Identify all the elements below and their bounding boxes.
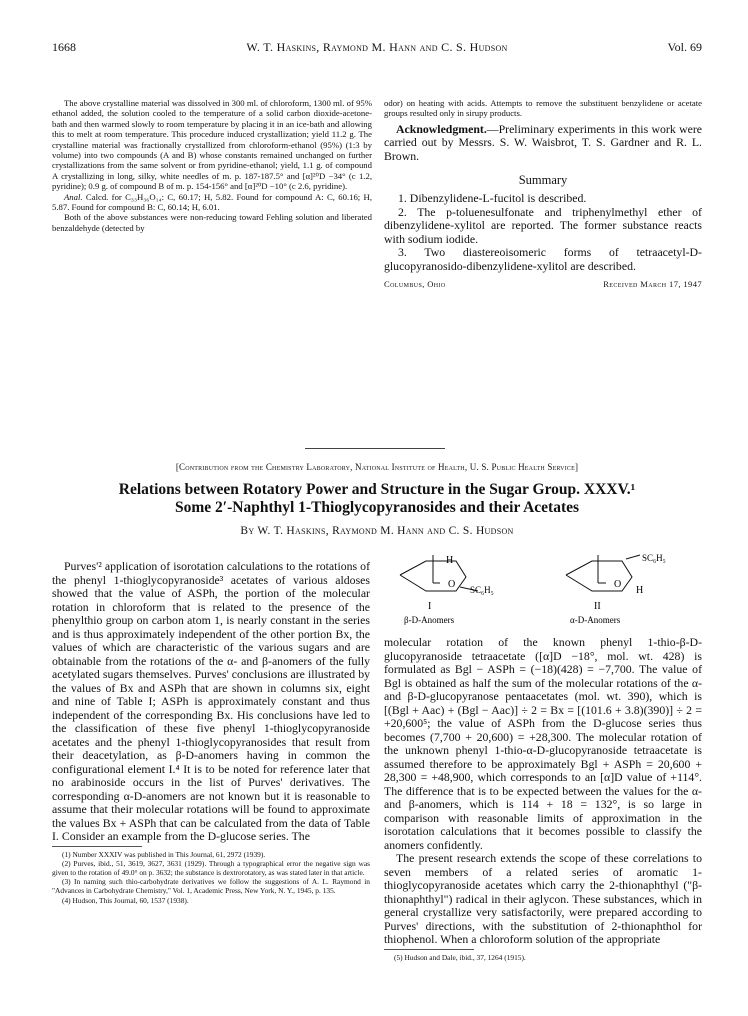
analysis-label: Anal.: [64, 191, 83, 202]
byline: By W. T. Haskins, Raymond M. Hann and C. S. Hudson: [240, 525, 514, 537]
structure-I: [400, 555, 478, 591]
prev-article-right-column: [384, 98, 702, 289]
footnote-1: (1) Number XXXIV was published in This Journal, 61, 2972 (1939).: [62, 849, 266, 859]
footnotes-right: [384, 953, 702, 962]
struct2-numeral: II: [594, 601, 601, 612]
summary-heading: Summary: [518, 173, 568, 188]
structure-diagrams: [378, 553, 702, 633]
location: Columbus, Ohio: [384, 279, 446, 290]
fehling-paragraph: Both of the above substances were non-reducing toward Fehling solution and liberated benzaldehyde (detected by: [52, 212, 372, 233]
contribution-line: [Contribution from the Chemistry Laboratory, National Institute of Health, U. S. Public Health Service]: [175, 462, 579, 472]
prev-article-left-column: [52, 98, 372, 233]
struct1-sc6h5: SC₆H₅: [470, 585, 494, 595]
footnote-rule-right: [384, 949, 474, 950]
present-research-paragraph: The present research extends the scope of these correlations to seven members of a related series of aromatic 1-thioglycopyranoside acetates which carry the 2-thionaphthyl ("β-thionaphthyl") radical in their aglycon. These substances, which in general crystallize very satisfactorily, were prepared according to Purves' directions, with the substitution of 2-thionaphthol for thiophenol. When a chloroform solution of the appropriate: [384, 851, 702, 946]
summary-item-1: 1. Dibenzylidene-L-fucitol is described.: [398, 191, 587, 206]
page-number: 1668: [52, 40, 76, 54]
footnote-5: (5) Hudson and Dale, ibid., 37, 1264 (1915).: [394, 952, 526, 962]
struct1-h: H: [446, 555, 454, 566]
acknowledgment-heading: Acknowledgment.: [396, 121, 487, 136]
footnote-2: (2) Purves, ibid., 51, 3619, 3627, 3631 (1929). Through a typographical error the negative sign was given to the rotation of 49.0° on p. 3632; the substance is dextrorotatory, as was stated later in that article.: [52, 858, 370, 877]
struct2-o: O: [614, 579, 622, 590]
signature-line: [384, 279, 702, 289]
acknowledgment-text: —Preliminary experiments in this work were carried out by Messrs. S. W. Waisbrot, T. S. Gardner and R. L. Brown.: [384, 121, 702, 163]
section-divider: [305, 448, 445, 449]
struct2-label: α-D-Anomers: [570, 615, 621, 625]
main-right-column: [384, 636, 702, 962]
volume-label: Vol. 69: [667, 40, 702, 54]
footnote-rule: [52, 846, 142, 847]
odor-paragraph: odor) on heating with acids. Attempts to remove the substituent benzylidene or acetate groups resulted only in sirupy products.: [384, 98, 702, 119]
experimental-paragraph: The above crystalline material was dissolved in 300 ml. of chloroform, 1300 ml. of 95% ethanol added, the solution cooled to the temperature of a solid carbon dioxide-acetone-bath and then warmed slowly to room temperature by placing it in an ice-bath and allowing this to melt at room temperature. This procedure induced crystallization; yield 11.2 g. The crystalline material was fractionally crystallized from chloroform-ethanol (95%) (1:3 by volume) into two compounds (A and B) whose constants remained unchanged on further crystallizations from the same solvent or from pyridine-ethanol; yield, 1.1 g. of compound A crystallizing in long, silky, white needles of m. p. 187-187.5° and [α]²⁰D −34° (c 1.2, pyridine); 0.9 g. of compound B of m. p. 154-156° and [α]²⁰D −10° (c 2.6, pyridine).: [52, 98, 372, 192]
intro-paragraph: Purves'² application of isorotation calculations to the rotations of the phenyl 1-thioglycopyranoside³ acetates of various aldoses showed that the value of ASPh, the portion of the molecular rotation in chloroform that is related to the presence of the phenylthio group on carbon atom 1, is nearly constant in the series and is thus approximately independent of the other portion Bx, the values of which are characteristic of the various sugars and are obtainable from the rotations of the α- and β-anomers of the fully acetylated sugars themselves. Purves' conclusions are illustrated by the values of Bx and ASPh that are shown in columns six, eight and nine of Table I; ASPh is approximately constant and thus independent of the corresponding Bx. His conclusions have led to the classification of these five phenyl 1-thioglycopyranoside acetates and the phenyl 1-thioglycopyranosides that result from their deacetylation, as β-D-anomers having in common the configurational element I.⁴ It is to be noted for reference later that no arabinoside occurs in the list of Purves' derivatives. The corresponding α-D-anomers are not known but it is reasonable to assume that their molecular rotations will be found to approximate the values Bx + ASPh that can be calculated from the data of Table I. Consider an example from the D-glucose series. The: [52, 559, 370, 843]
structure-II: [566, 555, 640, 591]
main-left-column: [52, 560, 370, 905]
received-date: Received March 17, 1947: [603, 279, 702, 290]
struct1-label: β-D-Anomers: [404, 615, 455, 625]
struct2-sc6h5: SC₆H₅: [642, 553, 666, 563]
glucose-example-paragraph: molecular rotation of the known phenyl 1-thio-β-D-glucopyranoside tetraacetate ([α]D −18°, mol. wt. 428) is formulated as Bgl − ASPh = (−18)(428) = −7,700. The value of Bgl is obtained as half the sum of the molecular rotations of the α- and β-D-glucopyranose pentaacetates (mol. wt. 390), which is [(Bgl + Aac) + (Bgl − Aac)] ÷ 2 = Bx = [(101.6 + 3.8)(390)] ÷ 2 = +20,600⁵; the value of ASPh from the D-glucose series thus becomes (7,700 + 20,600) = +28,300. The molecular rotation of the unknown phenyl 1-thio-α-D-glucopyranoside tetraacetate is assumed therefore to be approximately Bgl + ASPh = 20,600 + 28,300 = +48,900, which corresponds to an [α]D value of +114°. The difference that is to be expected between the values for the α- and β-anomers, which is 114 + 18 = 132°, is so large in comparison with reasonable limits of approximation in the isorotation calculations that it becomes possible to classify the anomers confidently.: [384, 635, 702, 852]
analysis-text: Calcd. for C₃₃H₃₆O₁₄: C, 60.17; H, 5.82. Found for compound A: C, 60.16; H, 5.87. Found for compound B: C, 60.14; H, 6.01.: [52, 191, 372, 213]
acknowledgment-paragraph: [384, 123, 702, 164]
footnote-3: (3) In naming such thio-carbohydrate derivatives we follow the suggestions of A. L. Raymond in "Advances in Carbohydrate Chemistry," Vol. 1, Academic Press, New York, N. Y., 1945, p. 135.: [52, 877, 370, 896]
footnote-4: (4) Hudson, This Journal, 60, 1537 (1938).: [62, 895, 189, 905]
article-title: [52, 481, 702, 517]
footnotes: [52, 850, 370, 905]
title-line-2: Some 2′-Naphthyl 1-Thioglycopyranosides and their Acetates: [174, 499, 580, 516]
running-header: [52, 40, 702, 56]
struct1-o: O: [448, 579, 456, 590]
running-head: W. T. Haskins, Raymond M. Hann and C. S. Hudson: [246, 40, 508, 54]
anomer-structures: [378, 553, 702, 633]
title-line-1: Relations between Rotatory Power and Structure in the Sugar Group. XXXV.¹: [118, 481, 636, 498]
summary-item-2: 2. The p-toluenesulfonate and triphenylmethyl ether of dibenzylidene-xylitol are reported. The former substance reacts with sodium iodide.: [384, 204, 702, 246]
analysis-paragraph: [52, 192, 372, 213]
summary-item-3: 3. Two diastereoisomeric forms of tetraacetyl-D-glucopyranosido-dibenzylidene-xylitol are described.: [384, 245, 702, 273]
summary-list: [384, 192, 702, 273]
struct1-numeral: I: [428, 601, 432, 612]
struct2-h: H: [636, 585, 644, 596]
